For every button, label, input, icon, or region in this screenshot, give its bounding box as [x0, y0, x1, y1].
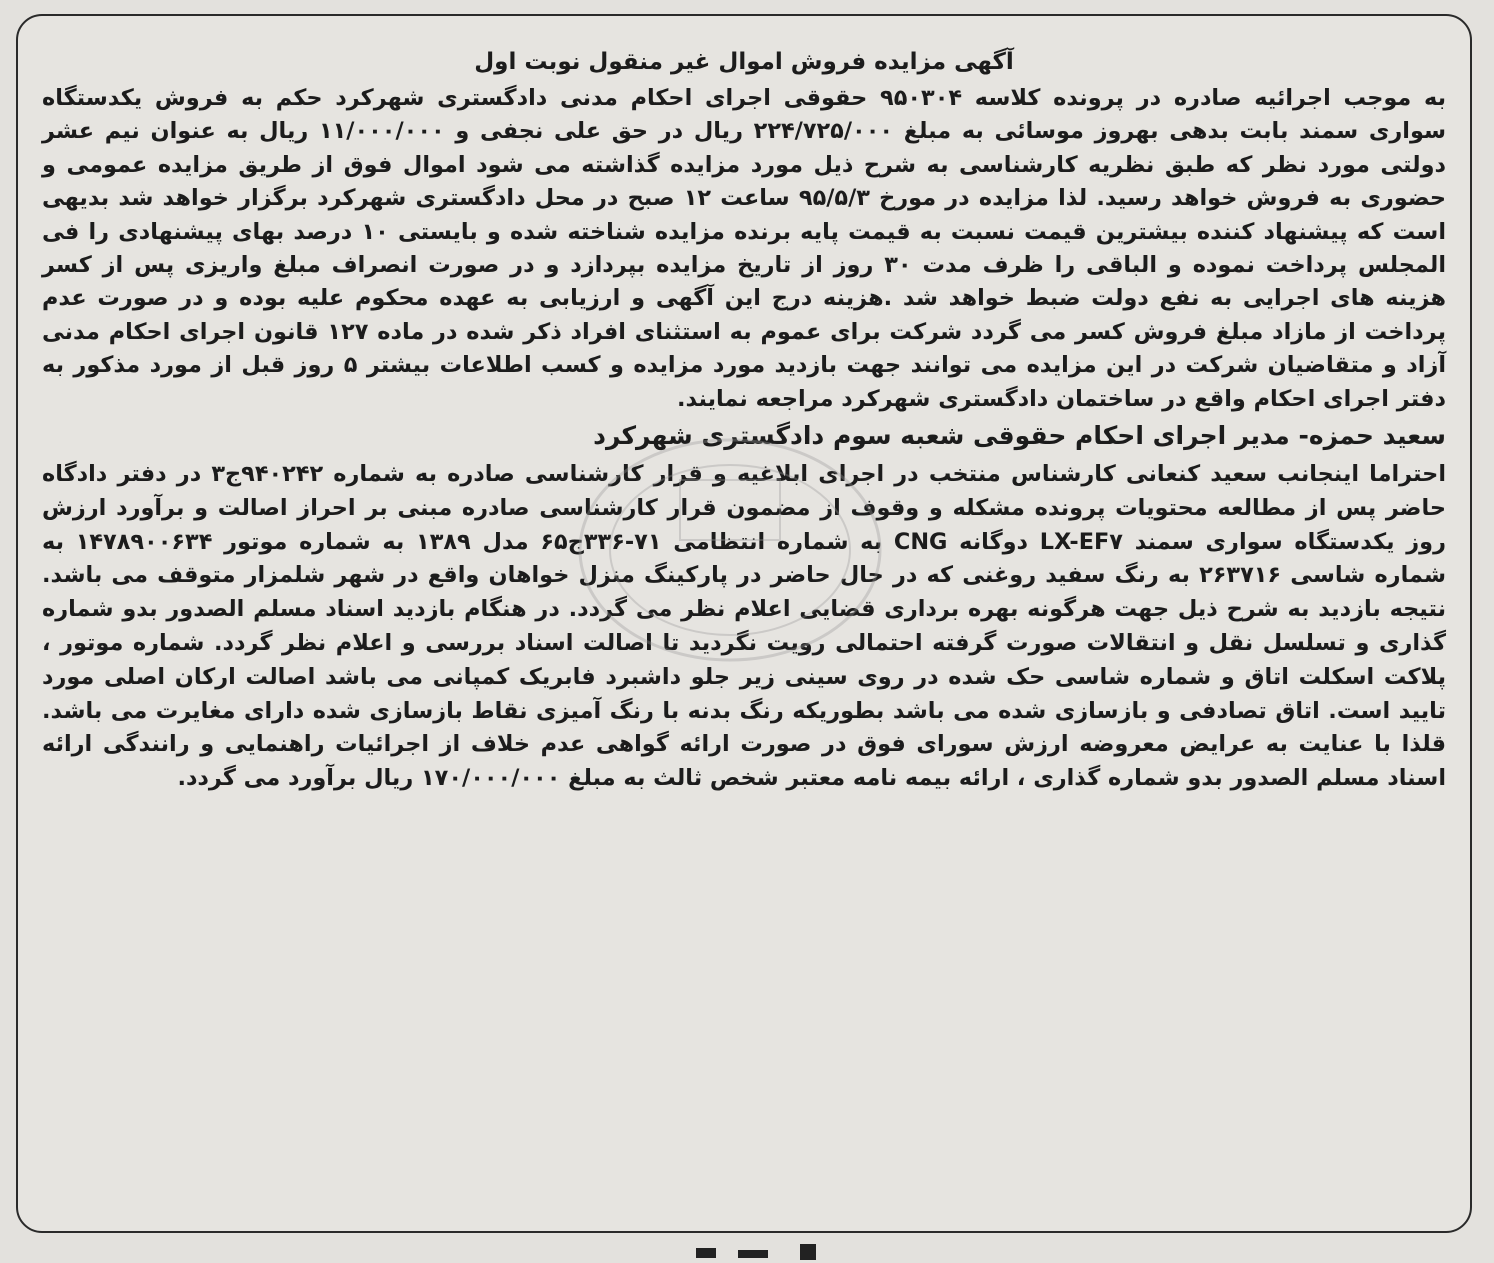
notice-title: آگهی مزایده فروش اموال غیر منقول نوبت اول	[474, 49, 1014, 75]
cut-off-text-fragment	[690, 1240, 850, 1263]
auction-notice-body: به موجب اجرائیه صادره در پرونده کلاسه ۹۵۰۳۰۴ حقوقی اجرای احکام مدنی دادگستری شهرکرد حکم به فروش یکدستگاه سواری سمند بابت بدهی بهروز موسائی به مبلغ ۲۲۴/۷۲۵/۰۰۰ ریال در حق علی نجفی و ۱۱/۰۰۰/۰۰۰ ریال به عنوان نیم عشر دولتی مورد نظر که طبق نظریه کارشناسی به شرح ذیل مورد مزایده گذاشته می شود اموال فوق از طریق مزایده عمومی و حضوری به فروش خواهد رسید. لذا مزایده در مورخ ۹۵/۵/۳ ساعت ۱۲ صبح در محل دادگستری شهرکرد برگزار خواهد شد بدیهی است که پیشنهاد کننده بیشترین قیمت نسبت به قیمت پایه برنده مزایده شناخته شده و بایستی ۱۰ درصد بهای پیشنهادی را فی المجلس پرداخت نموده و الباقی را ظرف مدت ۳۰ روز از تاریخ مزایده بپردازد و در صورت انصراف مبلغ واریزی پس از کسر هزینه های اجرایی به نفع دولت ضبط خواهد شد .هزینه درج این آگهی و ارزیابی به عهده محکوم علیه بوده و در صورت عدم پرداخت از مازاد مبلغ فروش کسر می گردد شرکت برای عموم به استثنای افراد ذکر شده در ماده ۱۲۷ قانون اجرای احکام مدنی آزاد و متقاضیان شرکت در این مزایده می توانند جهت بازدید مورد مزایده و کسب اطلاعات بیشتر ۵ روز قبل از مورد مذکور به دفتر اجرای احکام واقع در ساختمان دادگستری شهرکرد مراجعه نمایند.	[42, 85, 1447, 412]
notice-content	[42, 44, 1446, 796]
expert-report-body: احتراما اینجانب سعید کنعانی کارشناس منتخب در اجرای ابلاغیه و قرار کارشناسی صادره به شماره ۹۴۰۲۴۲ج۳ در دفتر دادگاه حاضر پس از مطالعه محتویات پرونده مشکله و وقوف از مضمون قرار کارشناسی صادره مبنی بر احراز اصالت و برآورد ارزش روز یکدستگاه سواری سمند LX-EF۷ دوگانه CNG به شماره انتظامی ۷۱-۳۳۶ج۶۵ مدل ۱۳۸۹ به شماره موتور ۱۴۷۸۹۰۰۶۳۴ به شماره شاسی ۲۶۳۷۱۶ به رنگ سفید روغنی که در حال حاضر در پارکینگ منزل خواهان واقع در شهر شلمزار متوقف می باشد. نتیجه بازدید به شرح ذیل جهت هرگونه بهره برداری قضایی اعلام نظر می گردد. در هنگام بازدید اسناد مسلم الصدور بدو شماره گذاری و تسلسل نقل و انتقالات صورت گرفته احتمالی رویت نگردید تا اصالت اسناد بررسی و اعلام نظر گردد. شماره موتور ، پلاکت اسکلت اتاق و شماره شاسی حک شده در روی سینی زیر جلو داشبرد فابریک کمپانی می باشد اصالت ارکان اصلی مورد تایید است. اتاق تصادفی و بازسازی شده می باشد بطوریکه رنگ بدنه با رنگ آمیزی نقاط بازسازی شده دارای مغایرت می باشد. قلذا با عنایت به عرایض معروضه ارزش سورای فوق در صورت ارائه گواهی عدم خلاف از اجرائیات راهنمایی و رانندگی ارائه اسناد مسلم الصدور بدو شماره گذاری ، ارائه بیمه نامه معتبر شخص ثالث به مبلغ ۱۷۰/۰۰۰/۰۰۰ ریال برآورد می گردد.	[42, 461, 1447, 792]
notice-frame	[16, 14, 1472, 1233]
notice-signature: سعید حمزه- مدیر اجرای احکام حقوقی شعبه سوم دادگستری شهرکرد	[593, 421, 1446, 451]
